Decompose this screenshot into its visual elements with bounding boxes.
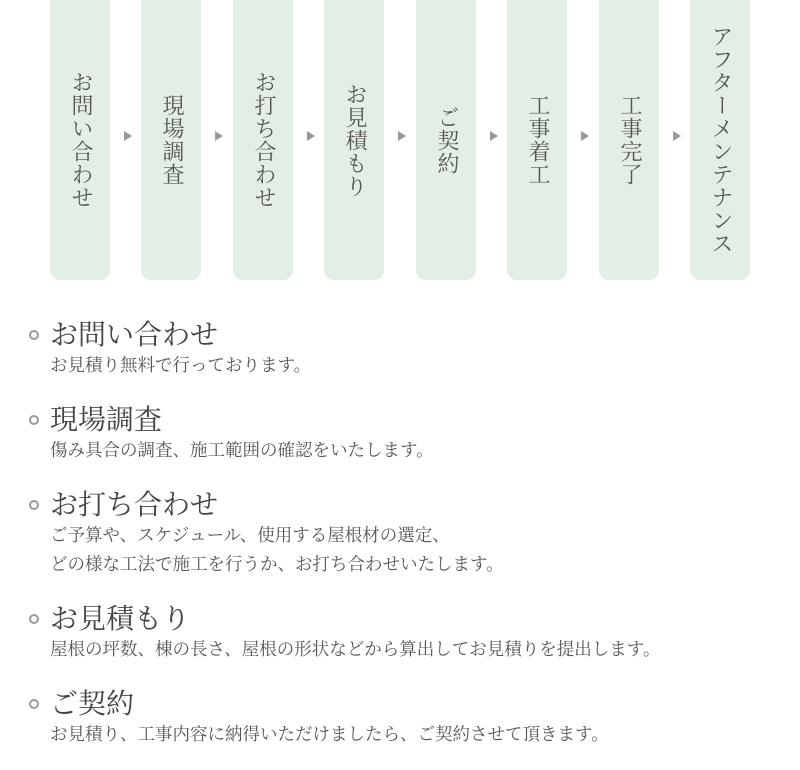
arrow-right-icon <box>581 131 589 141</box>
arrow-right-icon <box>307 131 315 141</box>
flow-step-label: ご契約 <box>434 105 459 175</box>
arrow-right-icon <box>490 131 498 141</box>
circle-bullet-icon <box>29 500 39 510</box>
detail-text: お見積り、工事内容に納得いただけましたら、ご契約させて頂きます。 <box>50 725 609 745</box>
arrow-right-icon <box>215 131 223 141</box>
flow-step-label: 現場調査 <box>159 94 184 186</box>
detail-title: お見積もり <box>50 602 191 635</box>
detail-item-inquiry <box>0 318 800 381</box>
flow-step-site-survey <box>141 0 201 280</box>
flow-step-estimate <box>324 0 384 280</box>
flow-step-label: アフターメンテナンス <box>708 25 733 255</box>
flow-step-label: お見積もり <box>342 82 367 198</box>
arrow-right-icon <box>124 131 132 141</box>
circle-bullet-icon <box>29 614 39 624</box>
arrow-right-icon <box>398 131 406 141</box>
detail-title: お問い合わせ <box>50 318 219 351</box>
detail-item-site-survey <box>0 403 800 466</box>
process-flow <box>0 0 800 290</box>
flow-step-aftercare <box>690 0 750 280</box>
detail-title: ご契約 <box>50 687 135 720</box>
flow-step-label: 工事完了 <box>617 94 642 186</box>
flow-step-label: 工事着工 <box>525 94 550 186</box>
detail-item-contract <box>0 687 800 750</box>
flow-step-label: お問い合わせ <box>68 71 93 209</box>
circle-bullet-icon <box>29 330 39 340</box>
flow-step-inquiry <box>50 0 110 280</box>
circle-bullet-icon <box>29 415 39 425</box>
circle-bullet-icon <box>29 699 39 709</box>
detail-text: 傷み具合の調査、施工範囲の確認をいたします。 <box>50 441 434 461</box>
detail-text: ご予算や、スケジュール、使用する屋根材の選定、 <box>50 526 450 546</box>
detail-title: 現場調査 <box>50 403 163 436</box>
flow-step-label: お打ち合わせ <box>251 71 276 209</box>
flow-step-construction-start <box>507 0 567 280</box>
detail-item-estimate <box>0 602 800 665</box>
flow-step-construction-complete <box>599 0 659 280</box>
flow-step-contract <box>416 0 476 280</box>
detail-item-meeting <box>0 488 800 580</box>
process-details <box>0 318 800 750</box>
arrow-right-icon <box>673 131 681 141</box>
detail-title: お打ち合わせ <box>50 488 219 521</box>
detail-text: お見積り無料で行っております。 <box>50 356 312 376</box>
flow-step-meeting <box>233 0 293 280</box>
detail-text: どの様な工法で施工を行うか、お打ち合わせいたします。 <box>50 555 504 575</box>
detail-text: 屋根の坪数、棟の長さ、屋根の形状などから算出してお見積りを提出します。 <box>50 640 661 660</box>
